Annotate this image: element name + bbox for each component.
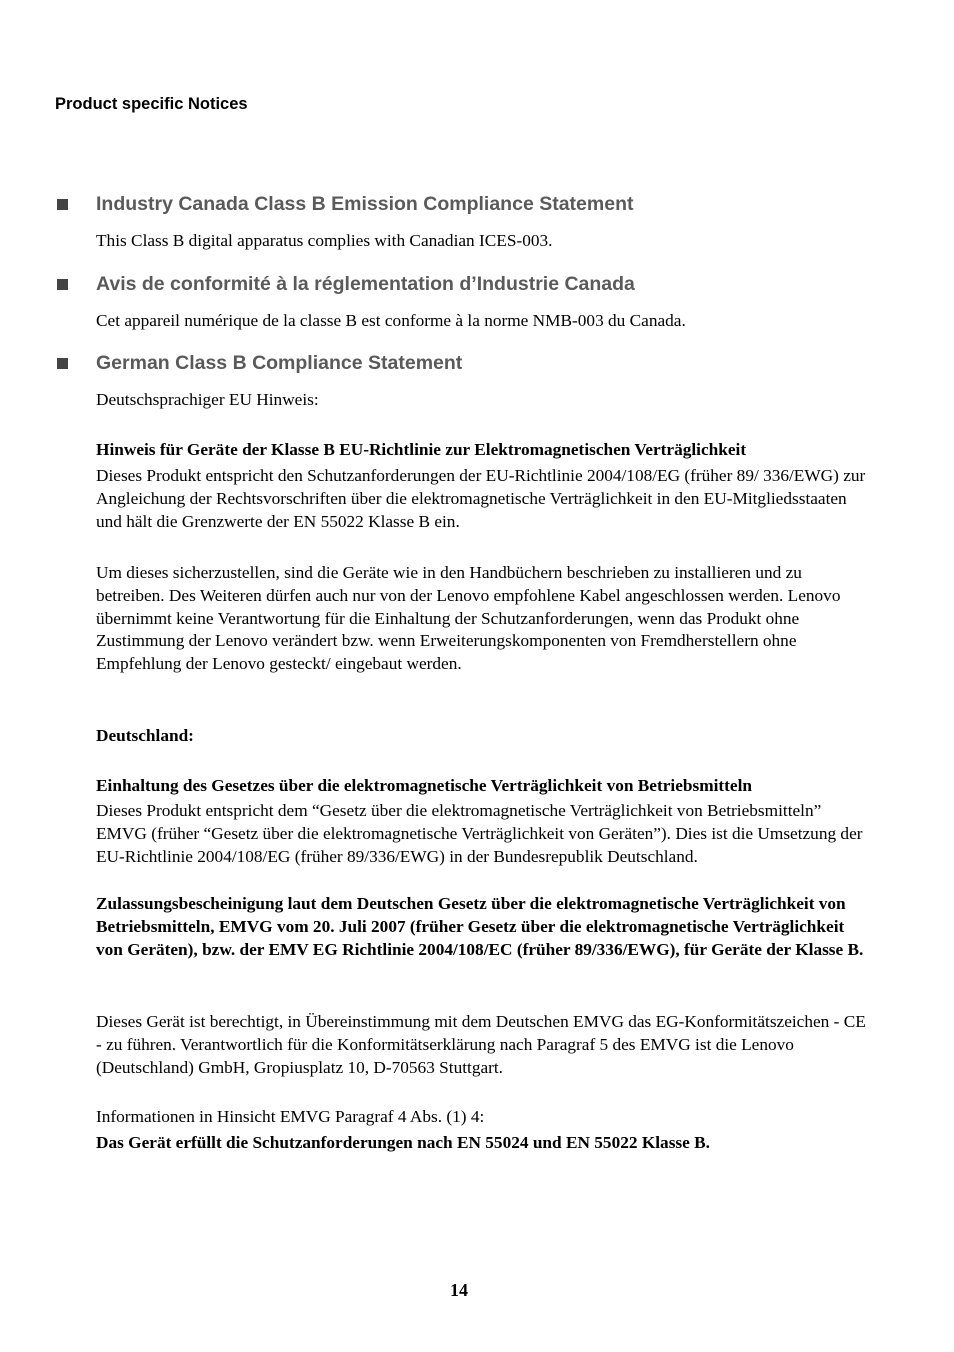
final-statement: Das Gerät erfüllt die Schutzanforderungen nach EN 55024 und EN 55022 Klasse B.	[96, 1133, 710, 1152]
page-number: 14	[450, 1280, 468, 1300]
certification-paragraph: Zulassungsbescheinigung laut dem Deutschen Gesetz über die elektromagnetische Verträglichkeit von Betriebsmitteln, EMVG vom 20. Juli 2007 (früher Gesetz über die elektromagnetische Verträglichkeit von Geräten), bzw. der EMV EG Richtlinie 2004/108/EC (früher 89/336/EWG), für Geräte der Klasse B.	[96, 894, 864, 959]
bullet-square-icon	[57, 358, 68, 369]
bullet-square-icon	[57, 279, 68, 290]
section-heading-industry-canada: Industry Canada Class B Emission Compliance Statement	[96, 193, 634, 215]
bullet-square-icon	[57, 199, 68, 210]
section-heading-avis-conformite: Avis de conformité à la réglementation d’Industrie Canada	[96, 273, 635, 295]
eu-directive-paragraph: Dieses Produkt entspricht den Schutzanforderungen der EU-Richtlinie 2004/108/EG (früher 89/ 336/EWG) zur Angleichung der Rechtsvorschriften über die elektromagnetische Verträglichkeit in den EU-Mitgliedsstaaten und hält die Grenzwerte der EN 55022 Klasse B ein.	[96, 466, 866, 531]
page-header: Product specific Notices	[55, 95, 248, 113]
eu-directive-heading: Hinweis für Geräte der Klasse B EU-Richtlinie zur Elektromagnetischen Verträglichkeit	[96, 440, 747, 459]
country-label: Deutschland:	[96, 726, 194, 745]
ce-paragraph: Dieses Gerät ist berechtigt, in Übereinstimmung mit dem Deutschen EMVG das EG-Konformitätszeichen - CE - zu führen. Verantwortlich für die Konformitätserklärung nach Paragraf 5 des EMVG ist die Lenovo (Deutschland) GmbH, Gropiusplatz 10, D-70563 Stuttgart.	[96, 1012, 866, 1077]
section-heading-german-class-b: German Class B Compliance Statement	[96, 352, 463, 374]
industry-canada-statement: This Class B digital apparatus complies with Canadian ICES-003.	[96, 231, 553, 250]
info-line: Informationen in Hinsicht EMVG Paragraf 4 Abs. (1) 4:	[96, 1107, 485, 1126]
avis-conformite-statement: Cet appareil numérique de la classe B est conforme à la norme NMB-003 du Canada.	[96, 311, 686, 330]
law-paragraph: Dieses Produkt entspricht dem “Gesetz über die elektromagnetische Verträglichkeit von Betriebsmitteln” EMVG (früher “Gesetz über die elektromagnetische Verträglichkeit von Geräten”). Dies ist die Umsetzung der EU-Richtlinie 2004/108/EG (früher 89/336/EWG) in der Bundesrepublik Deutschland.	[96, 801, 863, 866]
installation-paragraph: Um dieses sicherzustellen, sind die Geräte wie in den Handbüchern beschrieben zu installieren und zu betreiben. Des Weiteren dürfen auch nur von der Lenovo empfohlene Kabel angeschlossen werden. Lenovo übernimmt keine Verantwortung für die Einhaltung der Schutzanforderungen, wenn das Produkt ohne Zustimmung der Lenovo verändert bzw. wenn Erweiterungskomponenten von Fremdherstellern ohne Empfehlung der Lenovo gesteckt/ eingebaut werden.	[96, 563, 841, 674]
german-intro: Deutschsprachiger EU Hinweis:	[96, 390, 319, 409]
law-heading: Einhaltung des Gesetzes über die elektromagnetische Verträglichkeit von Betriebsmitteln	[96, 776, 752, 795]
